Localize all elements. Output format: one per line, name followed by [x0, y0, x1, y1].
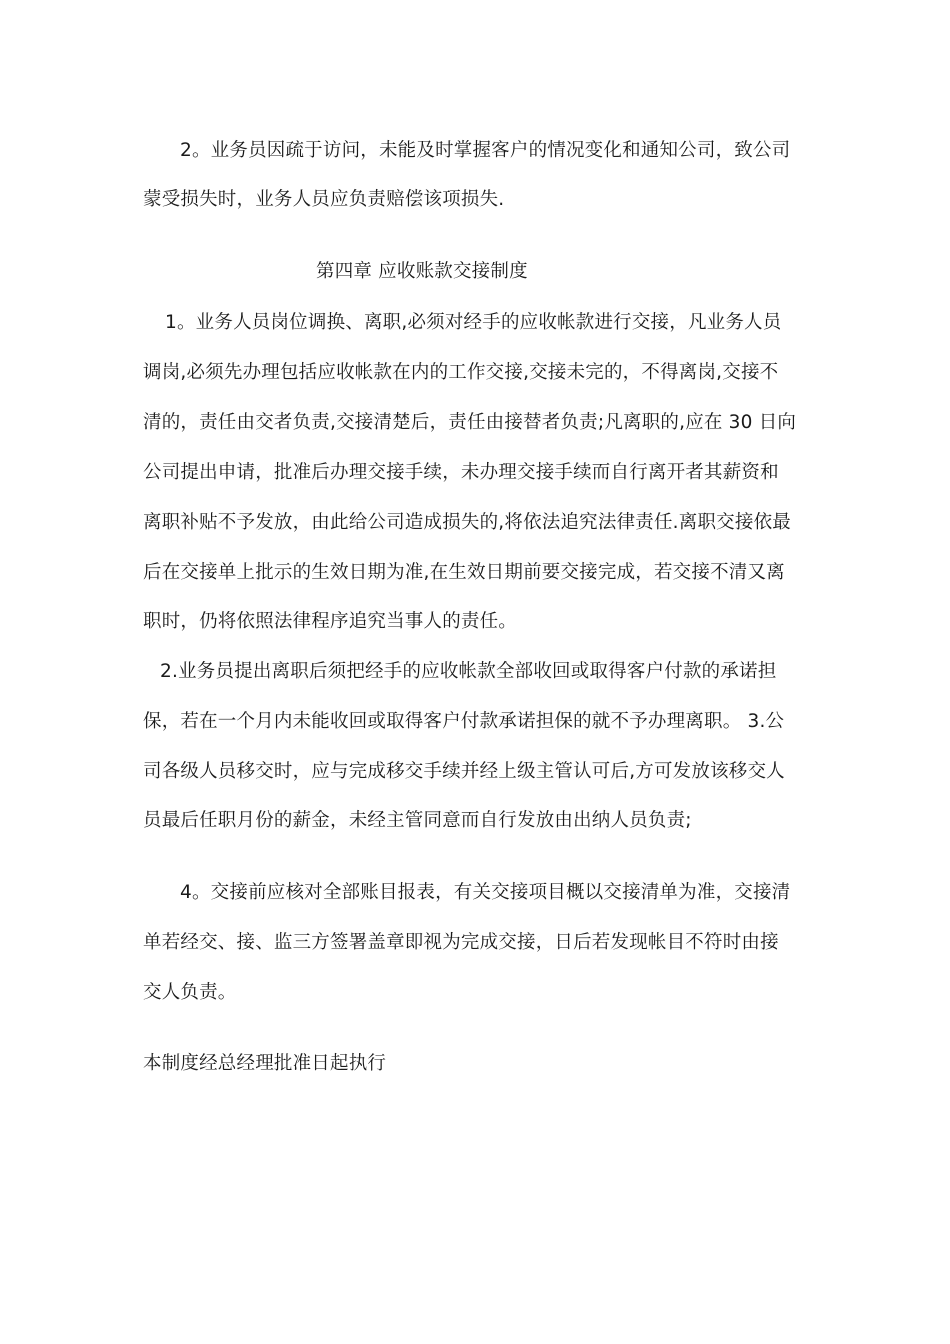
paragraph-line: 员最后任职月份的薪金，未经主管同意而自行发放由出纳人员负责;: [143, 810, 692, 831]
paragraph-line: 离职补贴不予发放，由此给公司造成损失的,将依法追究法律责任.离职交接依最: [143, 512, 791, 533]
paragraph-line: 交人负责。: [143, 982, 237, 1003]
paragraph-line: 保，若在一个月内未能收回或取得客户付款承诺担保的就不予办理离职。 3.公: [143, 711, 785, 732]
paragraph-line: 公司提出申请，批准后办理交接手续，未办理交接手续而自行离开者其薪资和: [143, 462, 779, 483]
closing-statement: 本制度经总经理批准日起执行: [143, 1053, 387, 1074]
paragraph-line: 2。业务员因疏于访问，未能及时掌握客户的情况变化和通知公司，致公司: [180, 140, 791, 161]
paragraph-line: 1。业务人员岗位调换、离职,必须对经手的应收帐款进行交接，凡业务人员: [165, 312, 782, 333]
paragraph-line: 后在交接单上批示的生效日期为准,在生效日期前要交接完成，若交接不清又离: [143, 562, 785, 583]
paragraph-line: 4。交接前应核对全部账目报表，有关交接项目概以交接清单为准，交接清: [180, 882, 791, 903]
paragraph-line: 清的，责任由交者负责,交接清楚后，责任由接替者负责;凡离职的,应在 30 日向: [143, 412, 797, 433]
paragraph-line: 蒙受损失时，业务人员应负责赔偿该项损失.: [143, 189, 505, 210]
paragraph-line: 调岗,必须先办理包括应收帐款在内的工作交接,交接未完的，不得离岗,交接不: [143, 362, 779, 383]
paragraph-line: 2.业务员提出离职后须把经手的应收帐款全部收回或取得客户付款的承诺担: [160, 661, 777, 682]
chapter-heading: 第四章 应收账款交接制度: [316, 261, 528, 282]
paragraph-line: 职时，仍将依照法律程序追究当事人的责任。: [143, 611, 518, 632]
paragraph-line: 司各级人员移交时，应与完成移交手续并经上级主管认可后,方可发放该移交人: [143, 761, 785, 782]
paragraph-line: 单若经交、接、监三方签署盖章即视为完成交接，日后若发现帐目不符时由接: [143, 932, 779, 953]
